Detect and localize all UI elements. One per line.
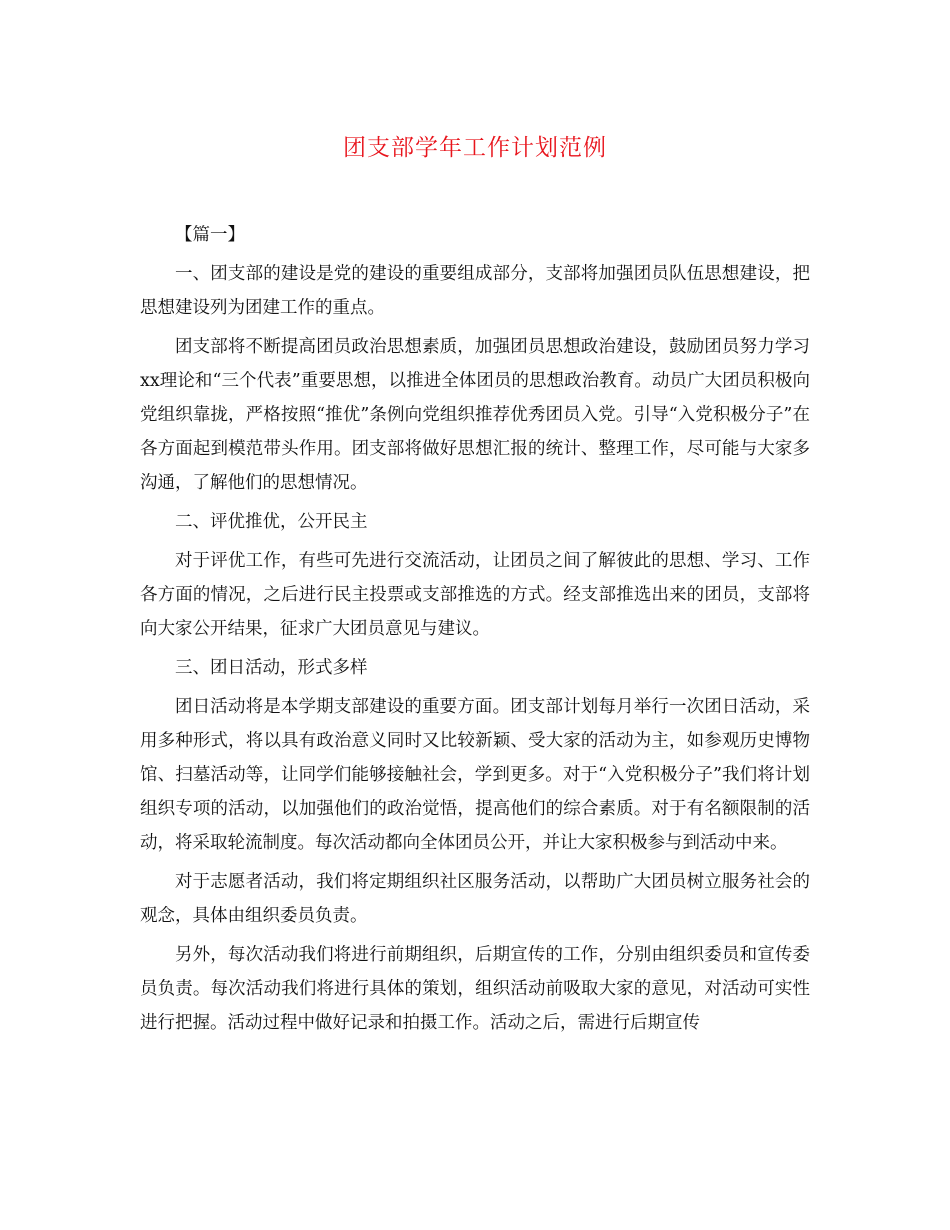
section-label: 【篇一】 <box>175 225 245 245</box>
paragraph: 另外，每次活动我们将进行前期组织，后期宣传的工作，分别由组织委员和宣传委员负责。每次活动我们将进行具体的策划，组织活动前吸取大家的意见，对活动可实性进行把握。活动过程中做好记录和拍摄工作。活动之后，需进行后期宣传 <box>140 945 810 1033</box>
paragraph: 一、团支部的建设是党的建设的重要组成部分，支部将加强团员队伍思想建设，把思想建设列为团建工作的重点。 <box>140 264 810 318</box>
document-body <box>140 218 810 1040</box>
paragraph: 团日活动将是本学期支部建设的重要方面。团支部计划每月举行一次团日活动，采用多种形式，将以具有政治意义同时又比较新颖、受大家的活动为主，如参观历史博物馆、扫墓活动等，让同学们能够接触社会，学到更多。对于“入党积极分子”我们将计划组织专项的活动，以加强他们的政治觉悟，提高他们的综合素质。对于有名额限制的活动，将采取轮流制度。每次活动都向全体团员公开，并让大家积极参与到活动中来。 <box>140 697 810 853</box>
document-title: 团支部学年工作计划范例 <box>343 135 607 161</box>
section-heading: 三、团日活动，形式多样 <box>175 658 368 678</box>
paragraph: 团支部将不断提高团员政治思想素质，加强团员思想政治建设，鼓励团员努力学习xx理论和“三个代表”重要思想，以推进全体团员的思想政治教育。动员广大团员积极向党组织靠拢，严格按照“推优”条例向党组织推荐优秀团员入党。引导“入党积极分子”在各方面起到模范带头作用。团支部将做好思想汇报的统计、整理工作，尽可能与大家多沟通，了解他们的思想情况。 <box>140 337 810 493</box>
paragraph: 对于志愿者活动，我们将定期组织社区服务活动，以帮助广大团员树立服务社会的观念，具体由组织委员负责。 <box>140 872 810 926</box>
section-heading: 二、评优推优，公开民主 <box>175 512 368 532</box>
paragraph: 对于评优工作，有些可先进行交流活动，让团员之间了解彼此的思想、学习、工作各方面的情况，之后进行民主投票或支部推选的方式。经支部推选出来的团员，支部将向大家公开结果，征求广大团员意见与建议。 <box>140 551 810 639</box>
